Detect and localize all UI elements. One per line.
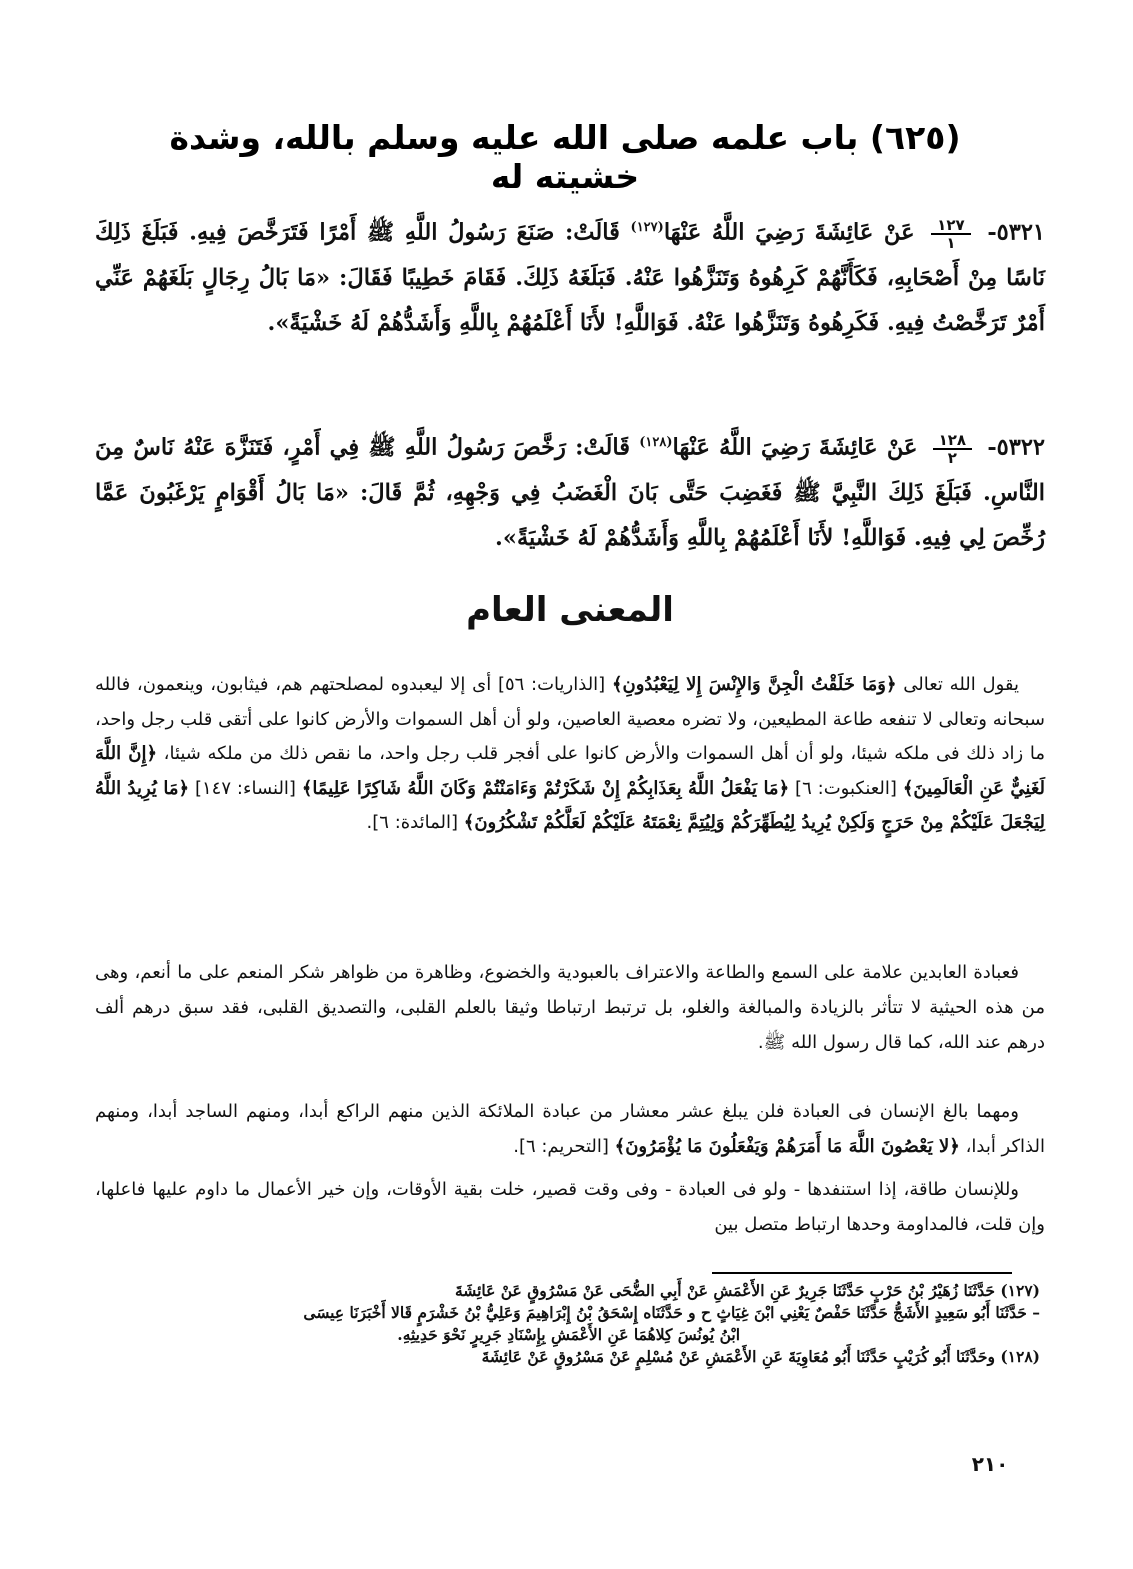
- footnote-ref[interactable]: (١٢٨): [639, 435, 673, 450]
- paragraph-3: [95, 1094, 1045, 1164]
- surah-reference: [المائدة: ٦].: [366, 812, 464, 833]
- paragraph-1: [95, 668, 1045, 841]
- quran-quote: ﴿لا يَعْصُونَ اللَّهَ مَا أَمَرَهُمْ وَيَفْعَلُونَ مَا يُؤْمَرُونَ﴾: [614, 1136, 960, 1157]
- fraction-bottom: ٢: [947, 448, 957, 467]
- hadith-text: قَالَتْ: صَنَعَ رَسُولُ اللَّهِ ﷺ أَمْرًا فَتَرَخَّصَ فِيهِ. فَبَلَغَ ذَلِكَ نَاسًا مِنْ أَصْحَابِهِ، فَكَأَنَّهُمْ كَرِهُوهُ وَتَنَزَّهُوا عَنْهُ. فَبَلَغَهُ ذَلِكَ. فَقَامَ خَطِيبًا فَقَالَ: «مَا بَالُ رِجَالٍ بَلَغَهُمْ عَنِّي أَمْرٌ تَرَخَّصْتُ فِيهِ. فَكَرِهُوهُ وَتَنَزَّهُوا عَنْهُ. فَوَاللَّهِ! لأَنَا أَعْلَمُهُمْ بِاللَّهِ وَأَشَدُّهُمْ لَهُ خَشْيَةً».: [95, 219, 1045, 336]
- footnote-128: (١٢٨) وحَدَّثَنَا أَبُو كُرَيْبٍ حَدَّثَنَا أَبُو مُعَاوِيَةَ عَنِ الأَعْمَشِ عَنْ مُسْلِمٍ عَنْ مَسْرُوقٍ عَنْ عَائِشَةَ: [481, 1347, 1040, 1366]
- paragraph-text: [الذاريات: ٥٦] أى إلا ليعبدوه لمصلحتهم هم، فيثابون، وينعمون، فالله سبحانه وتعالى لا تنفعه طاعة المطيعين، ولا تضره معصية العاصين، ولو أن أهل السموات والأرض كانوا على أتقى قلب رجل واحد، ما زاد ذلك فى ملكه شيئا، ولو أن أهل السموات والأرض كانوا على أفجر قلب رجل واحد، ما نقص ذلك من ملكه شيئا،: [95, 674, 1045, 764]
- hadith-number: ٥٣٢٢-: [987, 434, 1046, 461]
- quran-quote: ﴿إِنَّ اللَّهَ لَغَنِيٌّ عَنِ الْعَالَمِينَ﴾: [95, 743, 1046, 799]
- quran-quote: ﴿وَمَا خَلَقْتُ الْجِنَّ وَالإِنْسَ إِلا لِيَعْبُدُونِ﴾: [611, 674, 897, 695]
- hadith-5321: [95, 205, 1045, 346]
- footnote-divider: [712, 1272, 1012, 1274]
- hadith-text: قَالَتْ: رَخَّصَ رَسُولُ اللَّهِ ﷺ فِي أَمْرٍ، فَتَنَزَّهَ عَنْهُ نَاسٌ مِنَ النَّاسِ. فَبَلَغَ ذَلِكَ النَّبِيَّ ﷺ فَغَضِبَ حَتَّى بَانَ الْغَضَبُ فِي وَجْهِهِ، ثُمَّ قَالَ: «مَا بَالُ أَقْوَامٍ يَرْغَبُونَ عَمَّا رُخِّصَ لِي فِيهِ. فَوَاللَّهِ! لأَنَا أَعْلَمُهُمْ بِاللَّهِ وَأَشَدُّهُمْ لَهُ خَشْيَةً».: [95, 434, 1045, 551]
- footnotes: [120, 1280, 1040, 1368]
- fraction-top: ١٢٧: [931, 217, 970, 235]
- paragraph-2: فعبادة العابدين علامة على السمع والطاعة والاعتراف بالعبودية والخضوع، وظاهرة من ظواهر شكر المنعم على ما أنعم، وهى من هذه الحيثية لا تتأثر بالزيادة والمبالغة والغلو، بل ترتبط ارتباطا وثيقا بالعلم القلبى، والتصديق القلبى، فقد سبق درهم ألف درهم عند الله، كما قال رسول الله ﷺ.: [95, 962, 1045, 1053]
- quran-quote: ﴿مَا يَفْعَلُ اللَّهُ بِعَذَابِكُمْ إِنْ شَكَرْتُمْ وَءَامَنْتُمْ وَكَانَ اللَّهُ شَاكِرًا عَلِيمًا﴾: [301, 777, 790, 799]
- footnote-ref[interactable]: (١٢٧): [630, 220, 664, 235]
- hadith-narrator: عَنْ عَائِشَةَ رَضِيَ اللَّهُ عَنْهَا: [663, 219, 915, 246]
- hadith-number: ٥٣٢١-: [987, 219, 1045, 246]
- chapter-title: (٦٢٥) باب علمه صلى الله عليه وسلم بالله، وشدة خشيته له: [169, 118, 961, 196]
- quran-quote: ﴿مَا يُرِيدُ اللَّهُ لِيَجْعَلَ عَلَيْكُمْ مِنْ حَرَجٍ وَلَكِنْ يُرِيدُ لِيُطَهِّرَكُمْ وَلِيُتِمَّ نِعْمَتَهُ عَلَيْكُمْ لَعَلَّكُمْ تَشْكُرُونَ﴾: [95, 777, 1045, 833]
- surah-reference: [العنكبوت: ٦]: [789, 777, 903, 799]
- footnote-127: (١٢٧) حَدَّثَنَا زُهَيْرُ بْنُ حَرْبٍ حَدَّثَنَا جَرِيرٌ عَنِ الأَعْمَشِ عَنْ أَبِي الضُّحَى عَنْ مَسْرُوقٍ عَنْ عَائِشَةَ: [454, 1281, 1040, 1300]
- surah-reference: [التحريم: ٦].: [513, 1136, 615, 1157]
- paragraph-text: يقول الله تعالى: [896, 674, 1019, 695]
- fraction-bottom: ١: [946, 233, 956, 252]
- footnote-127-continued: ابْنُ يُونُسَ كِلاهُمَا عَنِ الأَعْمَشِ بِإِسْنَادِ جَرِيرٍ نَحْوَ حَدِيثِهِ.: [397, 1325, 740, 1344]
- surah-reference: [النساء: ١٤٧]: [189, 777, 302, 799]
- hadith-5322: [95, 420, 1045, 561]
- hadith-fraction: [931, 217, 970, 251]
- footnote-127-continued: – حَدَّثَنَا أَبُو سَعِيدٍ الأَشَجُّ حَدَّثَنَا حَفْصٌ يَعْنِي ابْنَ غِيَاثٍ ح و حَدَّثَنَاه إِسْحَقُ بْنُ إِبْرَاهِيمَ وَعَلِيُّ بْنُ خَشْرَمٍ قَالا أَخْبَرَنَا عِيسَى: [303, 1303, 1040, 1322]
- paragraph-text: ومهما بالغ الإنسان فى العبادة فلن يبلغ عشر معشار من عبادة الملائكة الذين منهم الراكع أبدا، ومنهم الساجد أبدا، ومنهم الذاكر أبدا،: [95, 1101, 1045, 1157]
- section-title: المعنى العام: [466, 590, 674, 630]
- paragraph-4: وللإنسان طاقة، إذا استنفدها - ولو فى العبادة - وفى وقت قصير، خلت بقية الأوقات، وإن خير الأعمال ما داوم عليها فاعلها، وإن قلت، فالمداومة وحدها ارتباط متصل بين: [95, 1179, 1045, 1235]
- hadith-fraction: [933, 432, 972, 466]
- page-number: ٢١٠: [971, 1452, 1009, 1476]
- hadith-narrator: عَنْ عَائِشَةَ رَضِيَ اللَّهُ عَنْهَا: [672, 434, 918, 461]
- fraction-top: ١٢٨: [933, 432, 972, 450]
